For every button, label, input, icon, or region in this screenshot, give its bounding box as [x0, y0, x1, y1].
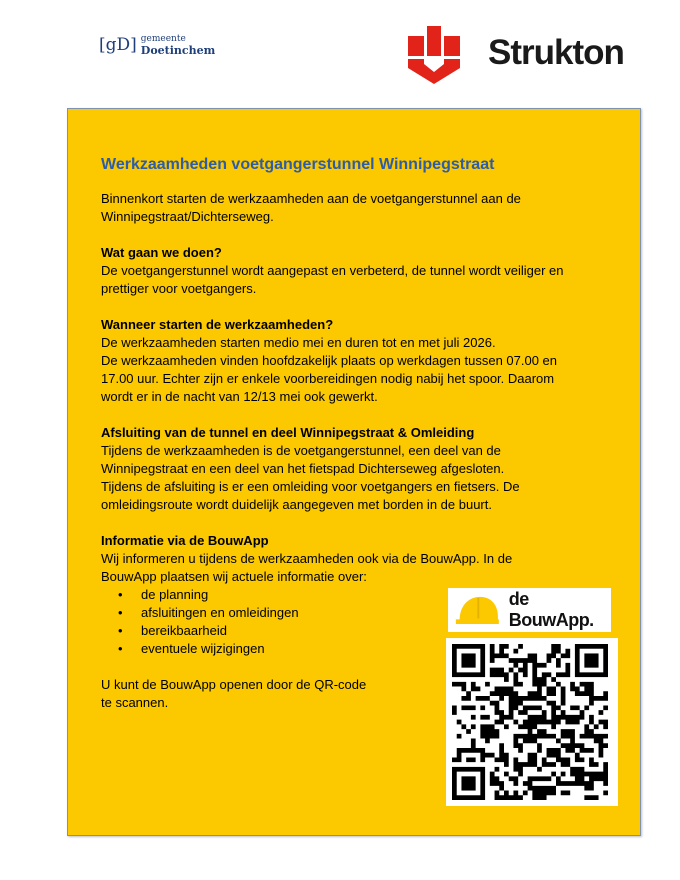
section-line: De voetgangerstunnel wordt aangepast en verbeterd, de tunnel wordt veiliger en [101, 263, 564, 278]
list-item: • eventuele wijzigingen [101, 640, 601, 658]
section-line: Tijdens de afsluiting is er een omleiding voor voetgangers en fietsers. De [101, 479, 520, 494]
section-line: De werkzaamheden starten medio mei en duren tot en met juli 2026. [101, 335, 496, 350]
intro-line: Winnipegstraat/Dichterseweg. [101, 209, 274, 224]
section-line: 17.00 uur. Echter zijn er enkele voorbereidingen nodig nabij het spoor. Daarom [101, 371, 555, 386]
list-item: • bereikbaarheid [101, 622, 601, 640]
gd-logo-line2: Doetinchem [140, 44, 216, 57]
section-line: Wij informeren u tijdens de werkzaamheden ook via de BouwApp. In de [101, 551, 513, 566]
gd-logo-line1: gemeente [140, 34, 186, 44]
closing-paragraph [101, 676, 391, 712]
list-item: • afsluitingen en omleidingen [101, 604, 601, 622]
bouwapp-logo [448, 588, 611, 632]
closing-line: te scannen. [101, 695, 169, 710]
gd-logo-mark: [gD] [99, 35, 137, 55]
section-line: omleidingsroute wordt duidelijk aangegeven met borden in de buurt. [101, 497, 492, 512]
section-line: prettiger voor voetgangers. [101, 281, 257, 296]
section-line: Winnipegstraat en een deel van het fietspad Dichterseweg afgesloten. [101, 461, 505, 476]
section-heading: Wanneer starten de werkzaamheden? [101, 317, 334, 332]
notice-title: Werkzaamheden voetgangerstunnel Winnipegstraat [101, 156, 495, 173]
hard-hat-icon [454, 593, 501, 627]
section-closure [101, 424, 601, 514]
gd-logo-text [141, 34, 215, 56]
intro-paragraph [101, 190, 601, 226]
section-heading: Informatie via de BouwApp [101, 533, 269, 548]
section-line: De werkzaamheden vinden hoofdzakelijk plaats op werkdagen tussen 07.00 en [101, 353, 558, 368]
strukton-logo [405, 22, 624, 84]
intro-line: Binnenkort starten de werkzaamheden aan de voetgangerstunnel aan de [101, 191, 521, 206]
section-heading: Afsluiting van de tunnel en deel Winnipegstraat & Omleiding [101, 425, 475, 440]
section-line: BouwApp plaatsen wij actuele informatie over: [101, 569, 367, 584]
section-what [101, 244, 601, 298]
qr-code[interactable] [446, 638, 618, 806]
section-line: Tijdens de werkzaamheden is de voetgangerstunnel, een deel van de [101, 443, 501, 458]
strukton-emblem-icon [405, 22, 463, 84]
list-item: • de planning [101, 586, 601, 604]
bouwapp-wordmark: de BouwApp. [508, 589, 594, 630]
qr-code-icon [452, 644, 612, 800]
closing-line: U kunt de BouwApp openen door de QR-code [101, 677, 367, 692]
section-heading: Wat gaan we doen? [101, 245, 222, 260]
gemeente-doetinchem-logo [99, 34, 215, 56]
section-line: wordt er in de nacht van 12/13 mei ook gewerkt. [101, 389, 378, 404]
strukton-wordmark: Strukton [488, 33, 624, 72]
section-when [101, 316, 601, 406]
